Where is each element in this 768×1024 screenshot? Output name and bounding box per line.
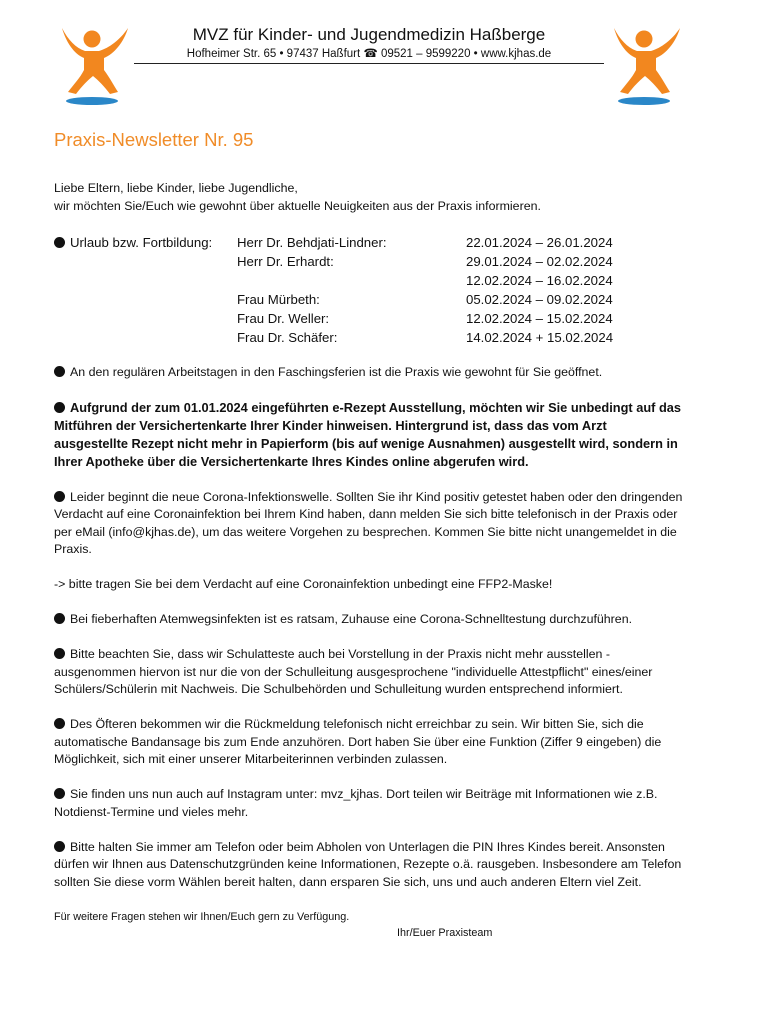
paragraph-telefon: Des Öfteren bekommen wir die Rückmeldung telefonisch nicht erreichbar zu sein. Wir bitten Sie, sich die automatische Bandansage bis zum Ende anzuhören. Dort haben Sie über eine Funktion (Ziffer 9 eingeben) die Möglichkeit, sich mit einer unserer Mitarbeiterinnen verbinden zulassen.: [54, 717, 662, 766]
doctor-name: Frau Mürbeth:: [237, 292, 320, 307]
letterhead: [134, 24, 604, 64]
paragraph-erezept: Aufgrund der zum 01.01.2024 eingeführten e-Rezept Ausstellung, möchten wir Sie unbedingt auf das Mitführen der Versichertenkarte Ihrer Kinder hinweisen. Hintergrund ist, dass das vom Arzt ausgestellte Rezept nicht mehr in Papierform (bis auf wenige Ausnahmen) ausgestellt wird, sondern in Ihrer Apotheke über die Versichertenkarte Ihres Kindes online abgerufen wird.: [54, 400, 682, 469]
doctor-name: Herr Dr. Behdjati-Lindner:: [237, 235, 387, 250]
paragraph-pin: Bitte halten Sie immer am Telefon oder beim Abholen von Unterlagen die PIN Ihres Kindes bereit. Ansonsten dürfen wir Ihnen aus Datenschutzgründen keine Informationen, Rezepte o.ä. rausgeben. Insbesondere am Telefon sollten Sie diese vorm Wählen bereit halten, dann ersparen Sie sich, uns und auch anderen Eltern viel Zeit.: [54, 839, 682, 889]
bullet-icon: [54, 366, 65, 377]
bullet-icon: [54, 718, 65, 729]
bullet-icon: [54, 841, 65, 852]
table-row: [54, 271, 613, 290]
vacation-label: Urlaub bzw. Fortbildung:: [70, 235, 213, 250]
phone-icon: ☎: [363, 48, 378, 60]
doctor-name: Frau Dr. Weller:: [237, 311, 330, 326]
vacation-dates: 29.01.2024 – 02.02.2024: [466, 254, 613, 269]
vacation-dates: 12.02.2024 – 15.02.2024: [466, 311, 613, 326]
newsletter-title: Praxis-Newsletter Nr. 95: [54, 129, 254, 150]
vacation-table: [54, 233, 613, 347]
doctor-name: Herr Dr. Erhardt:: [237, 254, 334, 269]
address-text: Hofheimer Str. 65 • 97437 Haßfurt: [186, 48, 361, 60]
logo-jumping-figure-icon: [54, 22, 134, 108]
doctor-name: [237, 271, 466, 290]
vacation-dates: 14.02.2024 + 15.02.2024: [466, 330, 614, 345]
greeting-line: wir möchten Sie/Euch wie gewohnt über aktuelle Neuigkeiten aus der Praxis informieren.: [54, 198, 541, 213]
vacation-dates: 22.01.2024 – 26.01.2024: [466, 235, 613, 250]
bullet-icon: [54, 491, 65, 502]
doctor-name: Frau Dr. Schäfer:: [237, 330, 338, 345]
bullet-icon: [54, 237, 65, 248]
bullet-icon: [54, 788, 65, 799]
paragraph-instagram: Sie finden uns nun auch auf Instagram unter: mvz_kjhas. Dort teilen wir Beiträge mit Informationen wie z.B. Notdienst-Termine und vieles mehr.: [54, 787, 658, 819]
paragraph-fasching: An den regulären Arbeitstagen in den Faschingsferien ist die Praxis wie gewohnt für Sie geöffnet.: [54, 364, 684, 382]
newsletter-body: [54, 180, 684, 941]
signature: Ihr/Euer Praxisteam: [397, 926, 493, 939]
contact-text: 09521 – 9599220 • www.kjhas.de: [380, 48, 552, 60]
greeting-line: Liebe Eltern, liebe Kinder, liebe Jugendliche,: [54, 181, 298, 195]
table-row: [54, 290, 613, 309]
bullet-icon: [54, 648, 65, 659]
paragraph-schulatteste: Bitte beachten Sie, dass wir Schulatteste auch bei Vorstellung in der Praxis nicht mehr ausstellen - ausgenommen hiervon ist nur die von der Schulleitung ausgesprochene "individuelle Attestpflicht" eines/einer Schülers/Schülerin mit Nachweis. Die Schulbehörden und Schulleitung wurden entsprechend informiert.: [54, 647, 653, 696]
table-row: [54, 252, 613, 271]
paragraph-schnelltest: Bei fieberhaften Atemwegsinfekten ist es ratsam, Zuhause eine Corona-Schnelltestung durchzuführen.: [54, 611, 684, 629]
practice-name: MVZ für Kinder- und Jugendmedizin Haßberge: [192, 25, 546, 44]
paragraph-corona: Leider beginnt die neue Corona-Infektionswelle. Sollten Sie ihr Kind positiv getestet haben oder den dringenden Verdacht auf eine Coronainfektion bei Ihrem Kind haben, dann melden Sie sich bitte telefonisch in der Praxis oder per eMail (info@kjhas.de), um das weitere Vorgehen zu besprechen. Kommen Sie bitte nicht unangemeldet in die Praxis.: [54, 489, 683, 556]
vacation-dates: 05.02.2024 – 09.02.2024: [466, 292, 613, 307]
logo-jumping-figure-icon: [606, 22, 686, 108]
table-row: [54, 328, 613, 347]
table-row: [54, 309, 613, 328]
vacation-dates: 12.02.2024 – 16.02.2024: [466, 273, 613, 288]
bullet-icon: [54, 613, 65, 624]
paragraph-maske: -> bitte tragen Sie bei dem Verdacht auf eine Coronainfektion unbedingt eine FFP2-Maske!: [54, 577, 553, 591]
closing-line: Für weitere Fragen stehen wir Ihnen/Euch gern zu Verfügung.: [54, 910, 350, 923]
bullet-icon: [54, 402, 65, 413]
practice-address: [134, 46, 604, 64]
table-row: [54, 233, 613, 252]
